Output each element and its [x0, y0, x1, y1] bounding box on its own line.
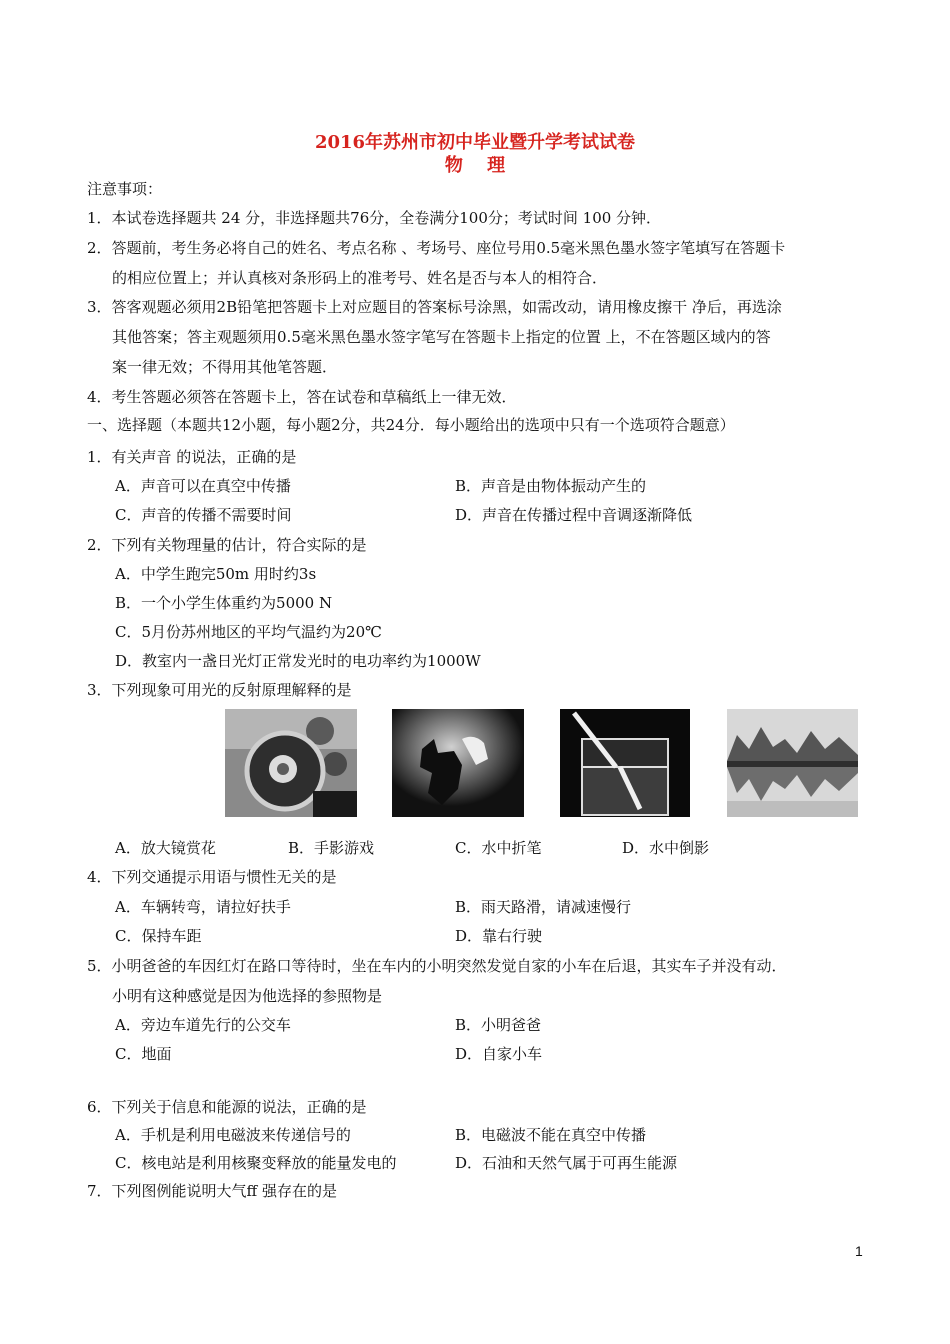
- subject-title: 物 理: [444, 155, 506, 176]
- q5-option-c: C．地面: [115, 1045, 172, 1063]
- q6-stem: 6．下列关于信息和能源的说法，正确的是: [87, 1098, 367, 1116]
- q6-option-a: A．手机是利用电磁波来传递信号的: [115, 1126, 351, 1144]
- q6-option-d: D．石油和天然气属于可再生能源: [455, 1154, 678, 1172]
- q5-stem-cont: 小明有这种感觉是因为他选择的参照物是: [112, 987, 383, 1005]
- q2-option-b: B．一个小学生体重约为5000 N: [115, 594, 333, 612]
- q3-option-a: A．放大镜赏花: [115, 839, 216, 857]
- q4-option-b: B．雨天路滑，请减速慢行: [455, 898, 632, 916]
- q4-option-d: D．靠右行驶: [455, 927, 543, 945]
- q5-option-b: B．小明爸爸: [455, 1016, 542, 1034]
- note-2: 2．答题前，考生务必将自己的姓名、考点名称 、考场号、座位号用0.5毫米黑色墨水签字笔填写在答题卡: [87, 239, 786, 257]
- q2-option-c: C．5月份苏州地区的平均气温约为20℃: [115, 623, 382, 641]
- note-2-cont: 的相应位置上；并认真核对条形码上的准考号、姓名是否与本人的相符合．: [112, 269, 608, 287]
- q4-stem: 4．下列交通提示用语与惯性无关的是: [87, 868, 337, 886]
- q5-stem: 5．小明爸爸的车因红灯在路口等待时，坐在车内的小明突然发觉自家的小车在后退，其实车子并没有动．: [87, 957, 787, 975]
- q1-option-d: D．声音在传播过程中音调逐渐降低: [455, 506, 693, 524]
- q6-option-b: B．电磁波不能在真空中传播: [455, 1126, 647, 1144]
- q3-stem: 3．下列现象可用光的反射原理解释的是: [87, 681, 352, 699]
- mountain-reflection-photo: [727, 709, 858, 817]
- q1-option-c: C．声音的传播不需要时间: [115, 506, 292, 524]
- note-3-cont2: 案一律无效；不得用其他笔答题．: [112, 358, 338, 376]
- q4-option-c: C．保持车距: [115, 927, 202, 945]
- hand-shadow-photo: [392, 709, 524, 817]
- notes-heading: 注意事项：: [87, 180, 163, 198]
- q1-option-a: A．声音可以在真空中传播: [115, 477, 291, 495]
- magnifier-flower-photo: [225, 709, 357, 817]
- q2-stem: 2．下列有关物理量的估计，符合实际的是: [87, 536, 367, 554]
- q5-option-a: A．旁边车道先行的公交车: [115, 1016, 291, 1034]
- note-4: 4．考生答题必须答在答题卡上，答在试卷和草稿纸上一律无效．: [87, 388, 517, 406]
- note-3: 3．答客观题必须用2B铅笔把答题卡上对应题目的答案标号涂黑，如需改动，请用橡皮擦干 净后，再选涂: [87, 298, 782, 316]
- q1-stem: 1．有关声音 的说法，正确的是: [87, 448, 297, 466]
- q2-option-d: D．教室内一盏日光灯正常发光时的电功率约为1000W: [115, 652, 481, 670]
- exam-title: 2016年苏州市初中毕业暨升学考试试卷: [314, 132, 636, 153]
- q6-option-c: C．核电站是利用核聚变释放的能量发电的: [115, 1154, 397, 1172]
- note-1: 1．本试卷选择题共 24 分，非选择题共76分，全卷满分100分；考试时间 100 分钟．: [87, 209, 662, 227]
- q3-option-c: C．水中折笔: [455, 839, 542, 857]
- q4-option-a: A．车辆转弯，请拉好扶手: [115, 898, 291, 916]
- note-3-cont: 其他答案；答主观题须用0.5毫米黑色墨水签字笔写在答题卡上指定的位置 上，不在答题区域内的答: [112, 328, 771, 346]
- q3-option-b: B．手影游戏: [288, 839, 375, 857]
- q3-option-d: D．水中倒影: [622, 839, 710, 857]
- page-number: 1: [855, 1243, 863, 1259]
- q5-option-d: D．自家小车: [455, 1045, 543, 1063]
- q7-stem: 7．下列图例能说明大气ff 强存在的是: [87, 1182, 337, 1200]
- pencil-in-water-photo: [560, 709, 690, 817]
- section-heading: 一、选择题（本题共12小题，每小题2分，共24分．每小题给出的选项中只有一个选项符合题意）: [87, 416, 735, 434]
- q1-option-b: B．声音是由物体振动产生的: [455, 477, 647, 495]
- q2-option-a: A．中学生跑完50m 用时约3s: [115, 565, 317, 583]
